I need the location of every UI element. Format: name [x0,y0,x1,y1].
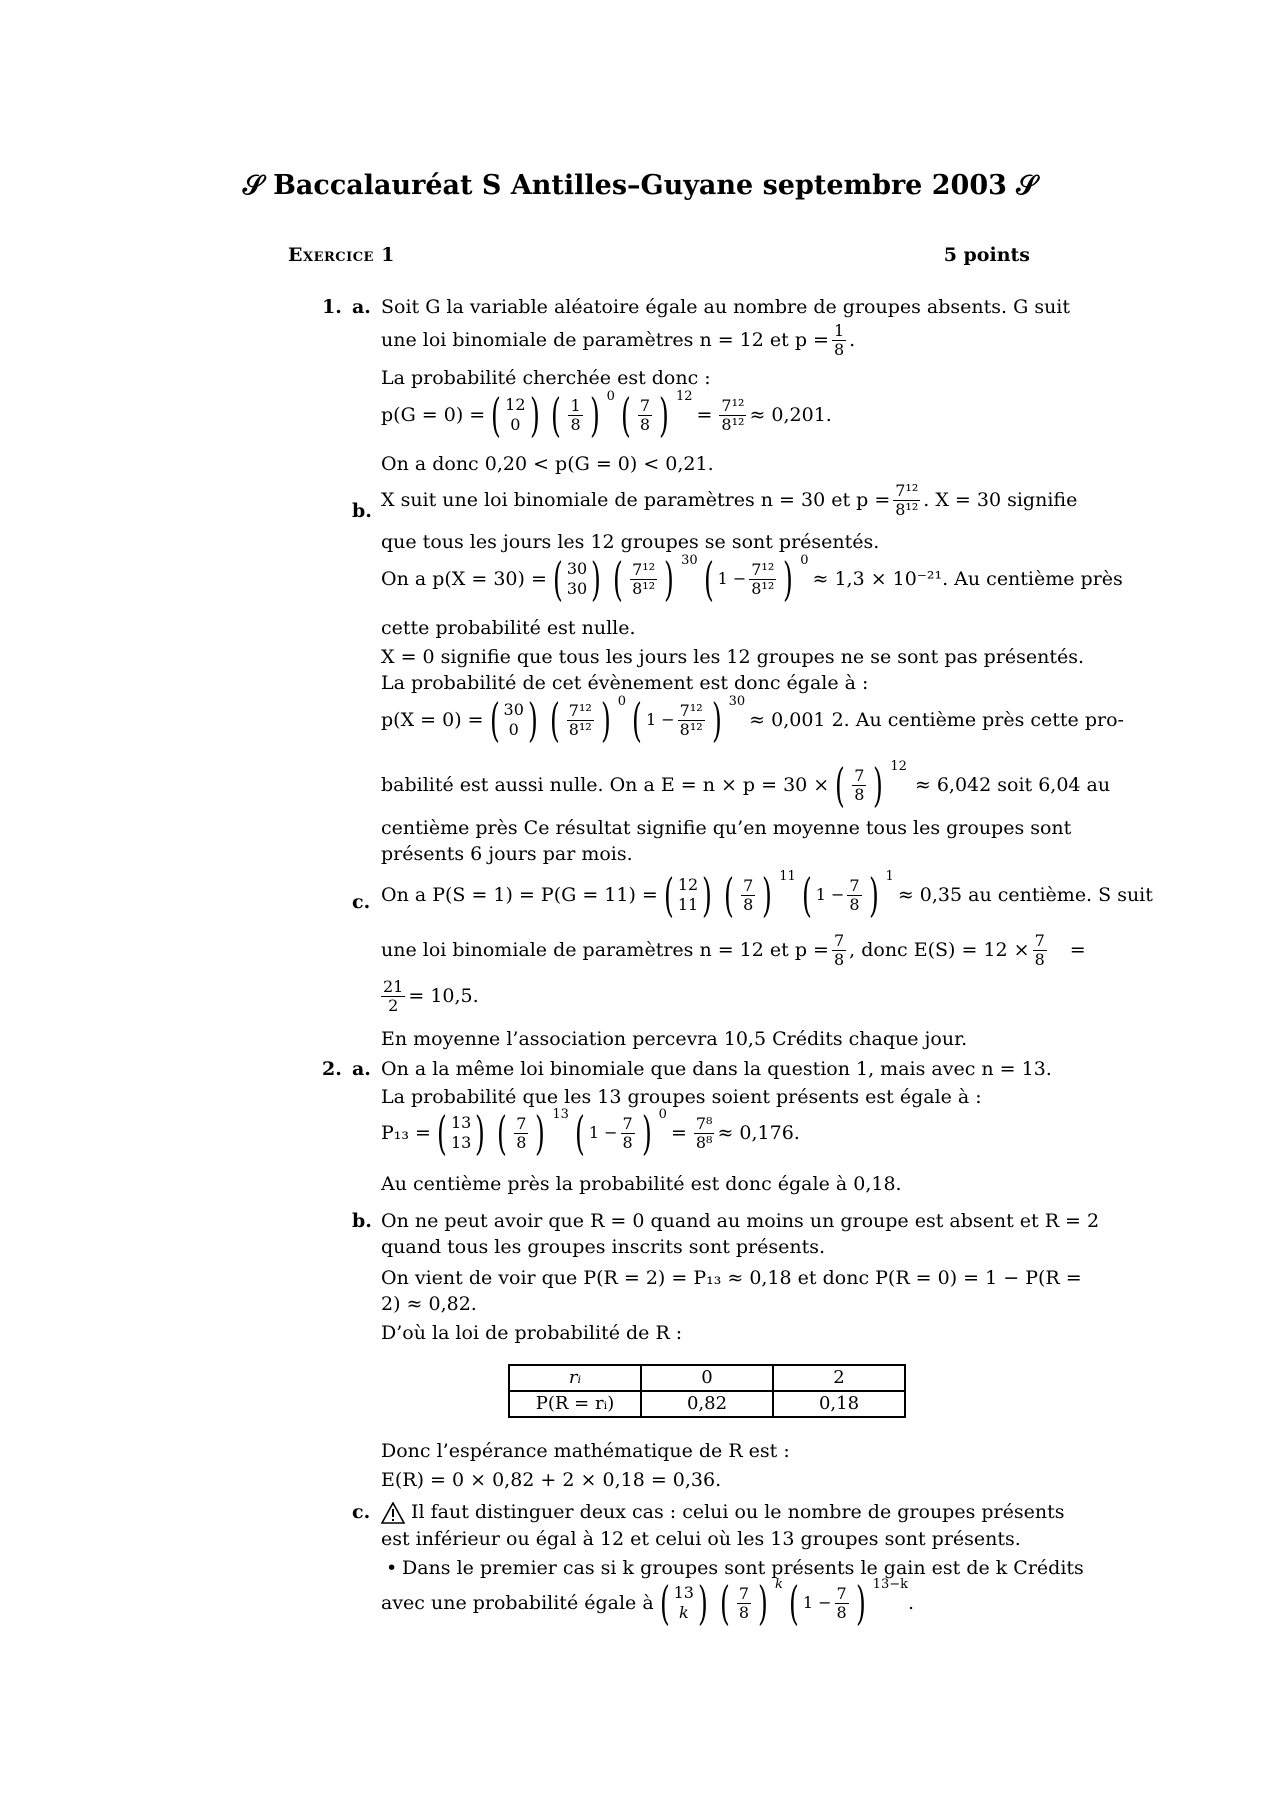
sub-label: b. [352,500,372,522]
text-line: une loi binomiale de paramètres n = 12 et p = $\frac{7}{8}$ , donc E(S) = 12 × $\frac{7}{8}$ = [381,931,1086,969]
text-line: En moyenne l’association percevra 10,5 Crédits chaque jour. [381,1028,968,1050]
exercise-header [288,243,1030,268]
ornament-left-icon: 𝒮 [242,170,274,201]
equation: p(G = 0) = ( 12 0 ) ( $\frac{1}{8}$ ) $^0$ ( $\frac{7}{8}$ ) $^{12}$ = $\frac{\text{7¹²}}{\text{8¹²}}$ ≈ 0,201. [381,388,832,442]
sub-label: b. [352,1210,372,1232]
text-line: que tous les jours les 12 groupes se sont présentés. [381,531,880,553]
text-line: $\frac{21}{2}$ = 10,5. [383,977,479,1015]
equation: On a p(X = 30) = ( 30 30 ) ( $\frac{\text{7¹²}}{\text{8¹²}}$ ) $^{30}$ ( 1 − $\frac{\text{7¹²}}{\text{8¹²}}$ ) $^0$ ≈ 1,3 × 10⁻²¹. Au centième près [381,552,1123,606]
equation: On a P(S = 1) = P(G = 11) = ( 12 11 ) ( $\frac{7}{8}$ ) $^{11}$ ( 1 − $\frac{7}{8}$ ) $^1$ ≈ 0,35 au centième. S suit [381,868,1153,922]
warning-icon [381,1502,405,1524]
text-line: On a donc 0,20 < p(G = 0) < 0,21. [381,453,714,475]
table-cell: P(R = rᵢ) [509,1391,641,1417]
question-number: 1. [322,296,342,318]
text-line: La probabilité cherchée est donc : [381,367,711,389]
bullet-icon: • [386,1557,398,1579]
text-line: 2) ≈ 0,82. [381,1293,477,1315]
text-line: présents 6 jours par mois. [381,843,633,865]
text-line: Donc l’espérance mathématique de R est : [381,1440,790,1462]
table-cell: 2 [773,1365,905,1391]
text-line: On ne peut avoir que R = 0 quand au moins un groupe est absent et R = 2 [381,1210,1100,1232]
ornament-right-icon: 𝒮 [1006,170,1038,201]
question-number: 2. [322,1058,342,1080]
text-line: cette probabilité est nulle. [381,617,636,639]
binomial: ( 12 0 ) [491,388,540,442]
text-line: La probabilité que les 13 groupes soient présents est égale à : [381,1086,982,1108]
page-title: 𝒮 Baccalauréat S Antilles–Guyane septembre 2003 𝒮 [242,170,1038,201]
table-cell: 0 [641,1365,773,1391]
text-line: X = 0 signifie que tous les jours les 12 groupes ne se sont pas présentés. [381,646,1085,668]
sub-label: a. [352,296,371,318]
text-line: Dans le premier cas si k groupes sont présents le gain est de k Crédits [402,1557,1084,1579]
equation: avec une probabilité égale à ( 13 k ) ( $\frac{7}{8}$ ) $^k$ ( 1 − $\frac{7}{8}$ ) $^{13-k}$ . [381,1576,915,1630]
table-cell: rᵢ [509,1365,641,1391]
sub-label: c. [352,891,371,913]
text-line: X suit une loi binomiale de paramètres n = 30 et p = $\frac{\text{7¹²}}{\text{8¹²}}$ . X = 30 signifie [381,481,1078,519]
sub-label: c. [352,1501,371,1523]
text-line: On vient de voir que P(R = 2) = P₁₃ ≈ 0,18 et donc P(R = 0) = 1 − P(R = [381,1267,1082,1289]
table-cell: 0,82 [641,1391,773,1417]
text-line: D’où la loi de probabilité de R : [381,1322,683,1344]
equation: p(X = 0) = ( 30 0 ) ( $\frac{\text{7¹²}}{\text{8¹²}}$ ) $^0$ ( 1 − $\frac{\text{7¹²}}{\text{8¹²}}$ ) $^{30}$ ≈ 0,001 2. Au centième près cette pro- [381,693,1124,747]
text-line: Soit G la variable aléatoire égale au nombre de groupes absents. G suit [381,296,1071,318]
equation: P₁₃ = ( 13 13 ) ( $\frac{7}{8}$ ) $^{13}$ ( 1 − $\frac{7}{8}$ ) $^0$ = $\frac{\text{7⁸}}{\text{8⁸}}$ ≈ 0,176. [381,1106,800,1160]
text-line: On a la même loi binomiale que dans la question 1, mais avec n = 13. [381,1058,1052,1080]
sub-label: a. [352,1058,371,1080]
table-row [509,1391,905,1417]
table-cell: 0,18 [773,1391,905,1417]
exercise-label: Exercice 1 [288,244,395,266]
fraction: $\frac{1}{8}$ [833,321,845,359]
text-line: La probabilité de cet évènement est donc égale à : [381,672,869,694]
text-line: E(R) = 0 × 0,82 + 2 × 0,18 = 0,36. [381,1469,722,1491]
equation: babilité est aussi nulle. On a E = n × p = 30 × ( $\frac{7}{8}$ ) $^{12}$ ≈ 6,042 soit 6,04 au [381,758,1111,812]
text-line: Au centième près la probabilité est donc égale à 0,18. [381,1173,902,1195]
text-line: Il faut distinguer deux cas : celui ou le nombre de groupes présents [381,1500,1031,1525]
exercise-points: 5 points [943,244,1030,266]
text-line: quand tous les groupes inscrits sont présents. [381,1236,826,1258]
probability-table [508,1364,906,1418]
text-line: est inférieur ou égal à 12 et celui où les 13 groupes sont présents. [381,1528,1021,1550]
text-line: une loi binomiale de paramètres n = 12 et p = $\frac{1}{8}$ . [381,321,856,359]
text-line: centième près Ce résultat signifie qu’en moyenne tous les groupes sont [381,817,1072,839]
table-row [509,1365,905,1391]
